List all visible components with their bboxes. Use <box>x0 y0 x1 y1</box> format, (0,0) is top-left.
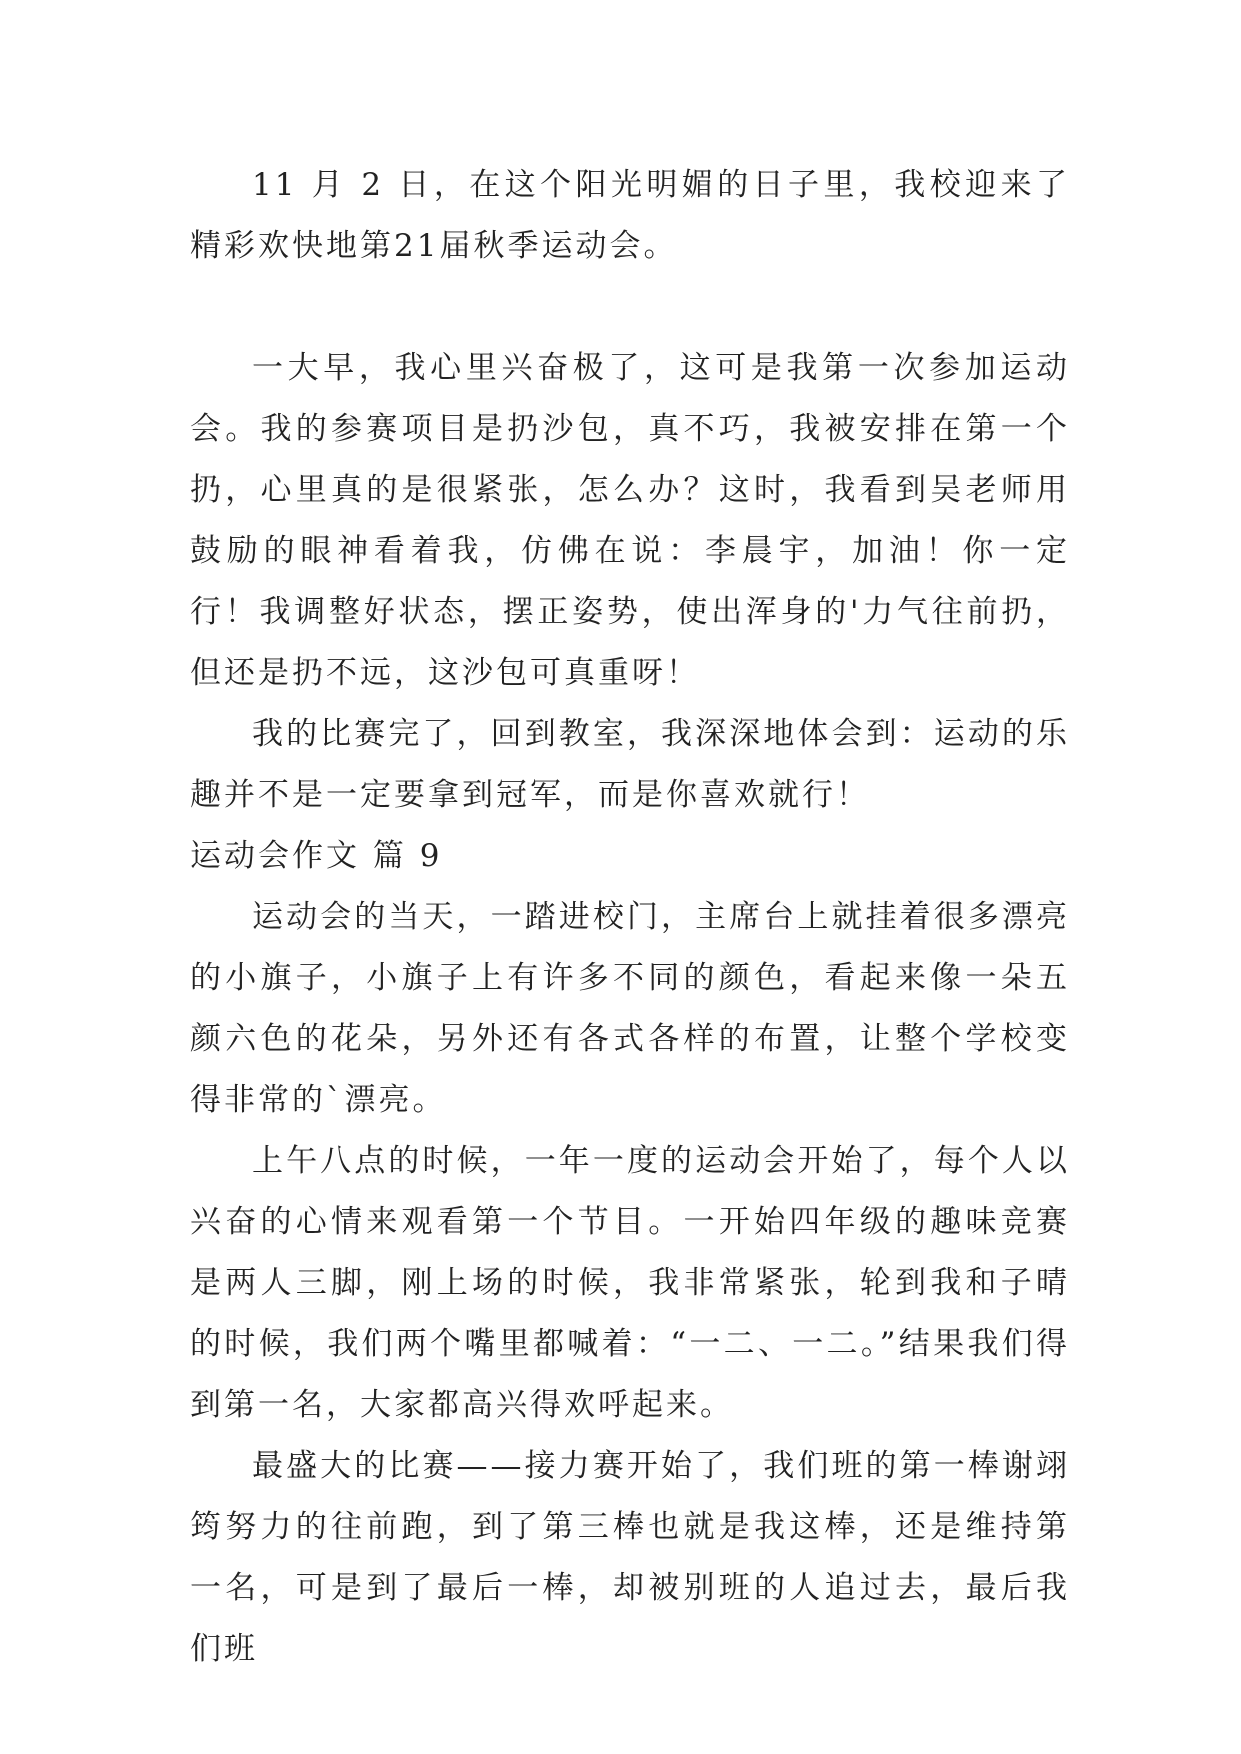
paragraph-decorations: 运动会的当天，一踏进校门，主席台上就挂着很多漂亮的小旗子，小旗子上有许多不同的颜色，看起来像一朵五颜六色的花朵，另外还有各式各样的布置，让整个学校变得非常的`漂亮。 <box>190 899 1070 1118</box>
paragraph-three-legged-race: 上午八点的时候，一年一度的运动会开始了，每个人以兴奋的心情来观看第一个节目。一开始四年级的趣味竞赛是两人三脚，刚上场的时候，我非常紧张，轮到我和子晴的时候，我们两个嘴里都喊着：“一二、一二。”结果我们得到第一名，大家都高兴得欢呼起来。 <box>190 1143 1070 1423</box>
paragraph-morning: 一大早，我心里兴奋极了，这可是我第一次参加运动会。我的参赛项目是扔沙包，真不巧，我被安排在第一个扔，心里真的是很紧张，怎么办？这时，我看到吴老师用鼓励的眼神看着我，仿佛在说：李晨宇，加油！你一定行！我调整好状态，摆正姿势，使出浑身的'力气往前扔，但还是扔不远，这沙包可真重呀！ <box>190 350 1070 691</box>
essay-heading: 运动会作文 篇 9 <box>190 838 443 874</box>
paragraph-relay-race: 最盛大的比赛——接力赛开始了，我们班的第一棒谢翊筠努力的往前跑，到了第三棒也就是我这棒，还是维持第一名，可是到了最后一棒，却被别班的人追过去，最后我们班 <box>190 1448 1070 1667</box>
paragraph-intro: 11 月 2 日，在这个阳光明媚的日子里，我校迎来了精彩欢快地第21届秋季运动会。 <box>190 167 1070 264</box>
document-page <box>190 155 1070 1680</box>
paragraph-reflection: 我的比赛完了，回到教室，我深深地体会到：运动的乐趣并不是一定要拿到冠军，而是你喜欢就行！ <box>190 716 1070 813</box>
